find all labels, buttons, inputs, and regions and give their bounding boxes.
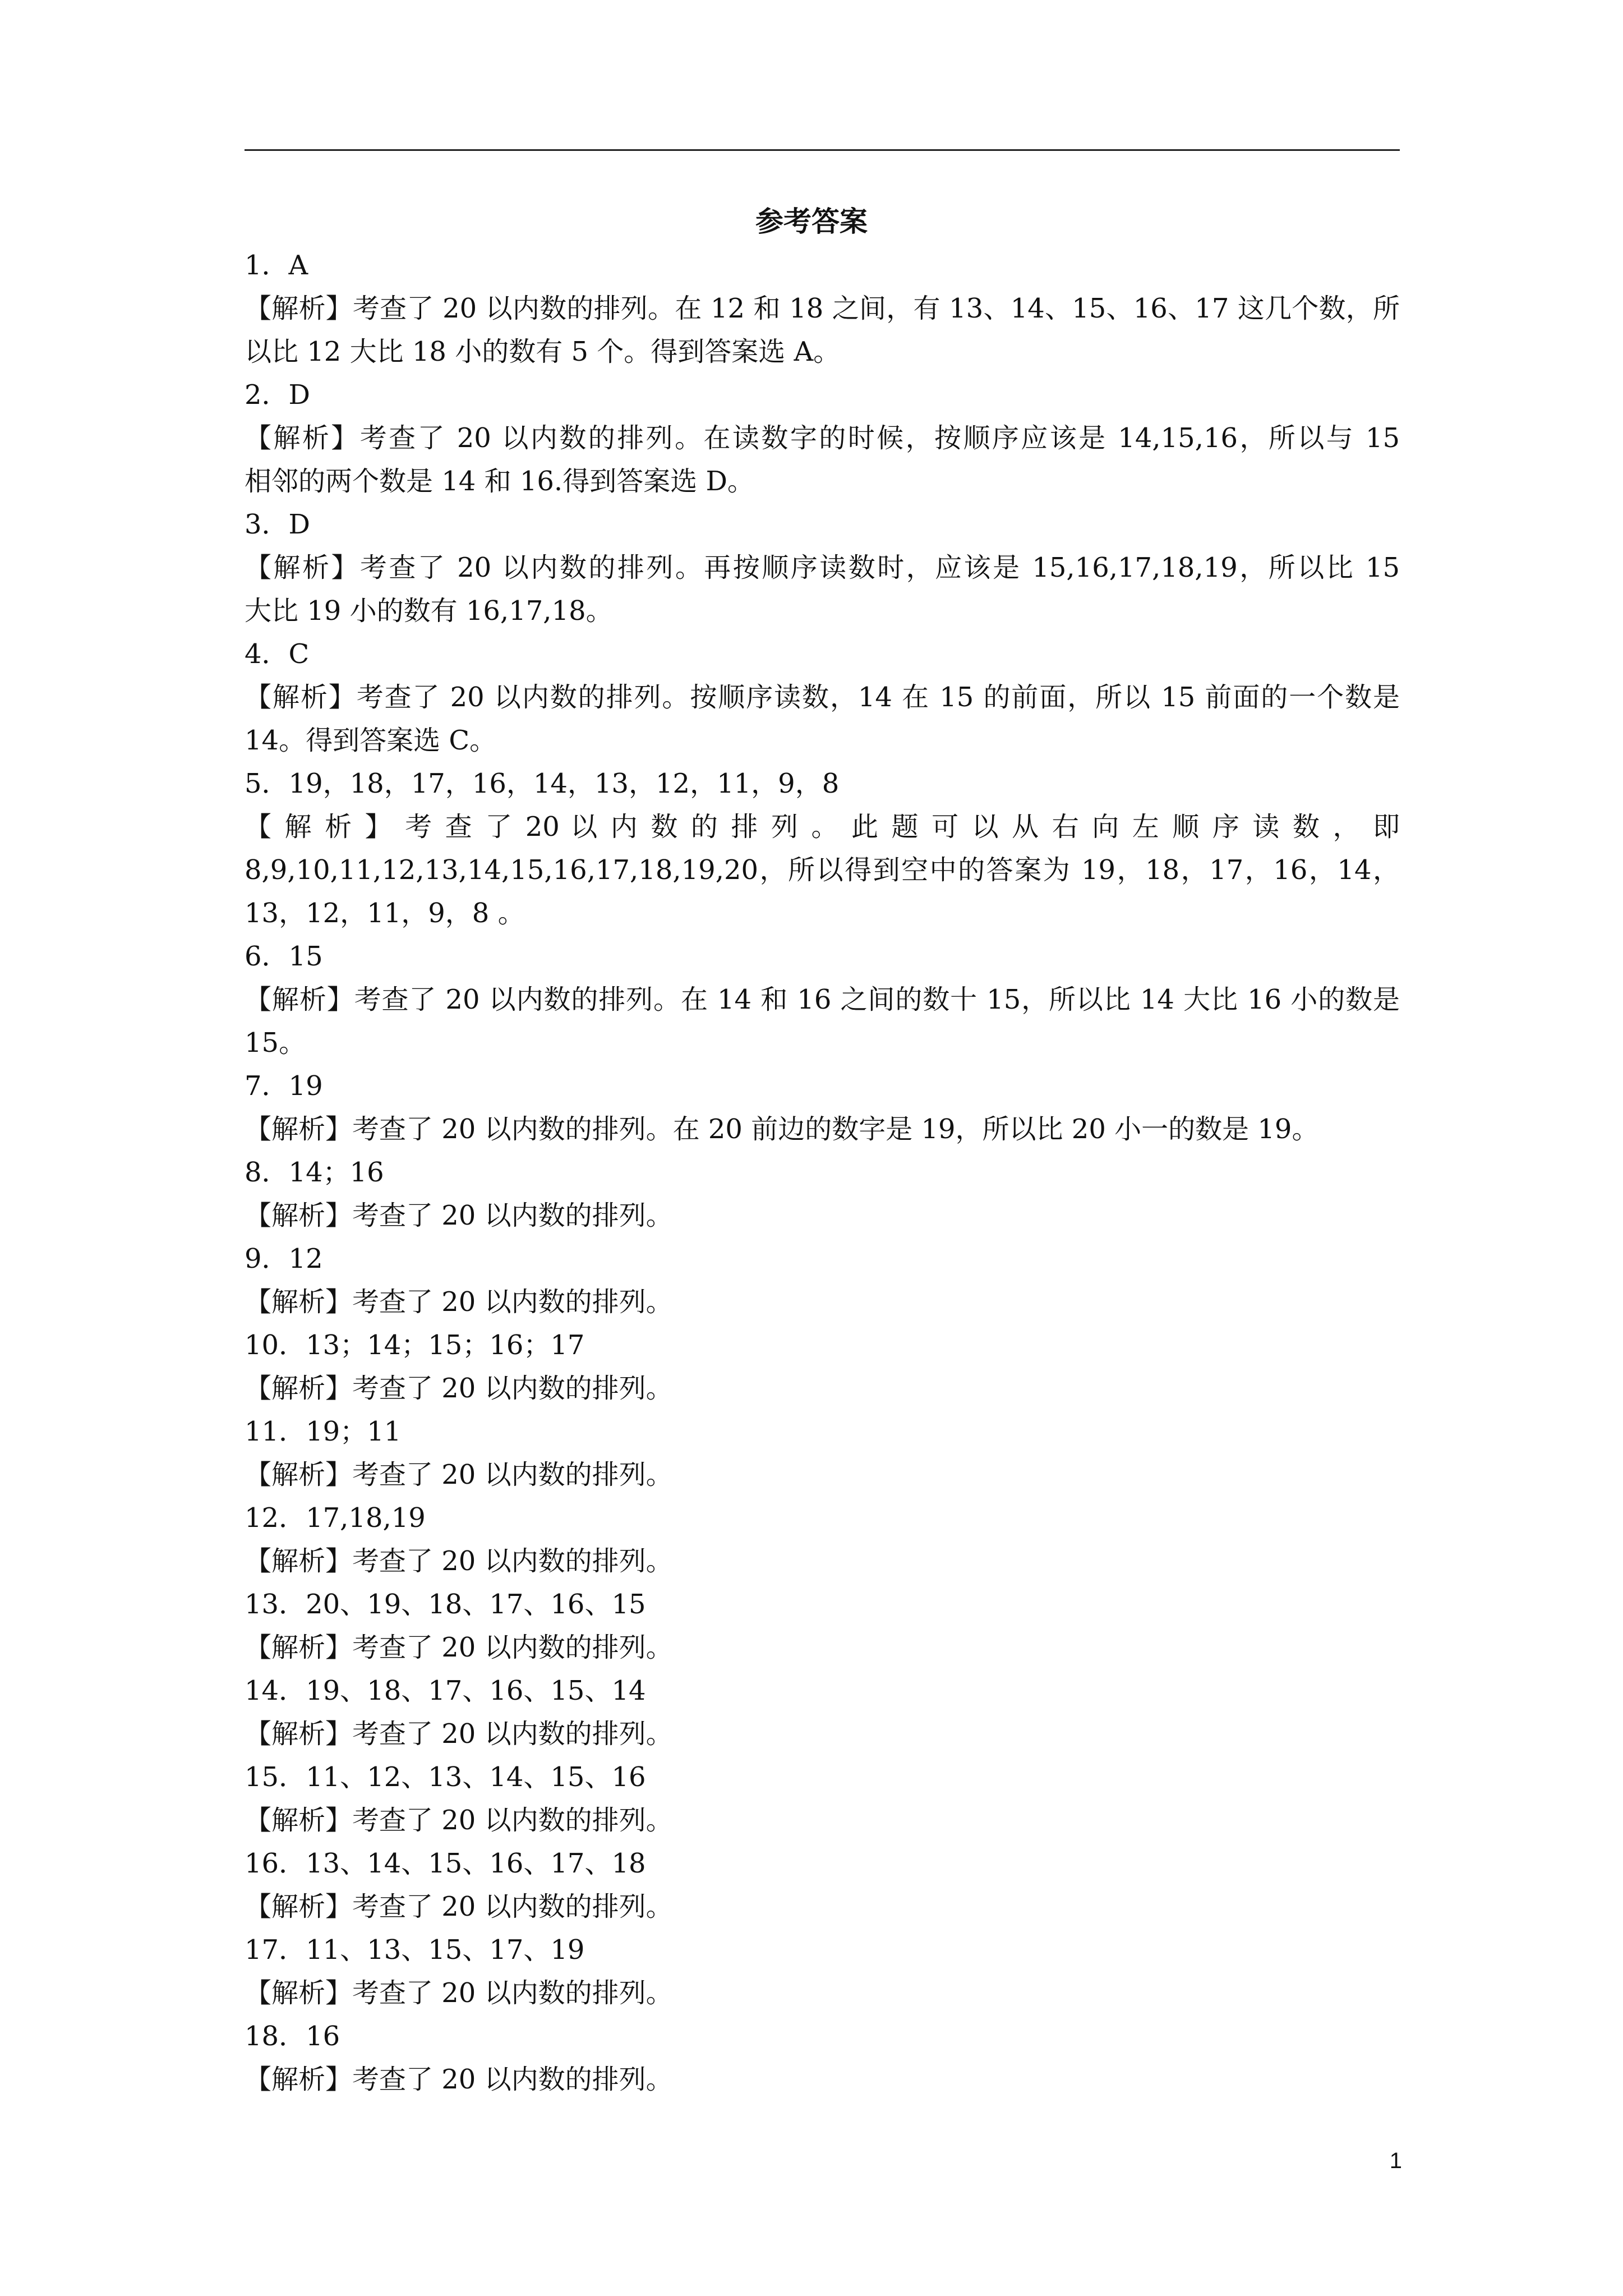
explanation-line: 【 解 析 】 考 查 了 20 以 内 数 的 排 列 。 此 题 可 以 从 右 向 左 顺 序 读 数 ， 即 xyxy=(245,811,1400,843)
explanation-line: 【解析】考查了 20 以内数的排列。 xyxy=(245,1200,673,1231)
answer-line: 16．13、14、15、16、17、18 xyxy=(245,1848,646,1879)
answer-line: 4．C xyxy=(245,638,310,670)
explanation-line: 相邻的两个数是 14 和 16.得到答案选 D。 xyxy=(245,466,754,497)
explanation-line: 【解析】考查了 20 以内数的排列。再按顺序读数时，应该是 15,16,17,18,19，所以比 15 xyxy=(245,552,1400,583)
explanation-line: 13，12，11，9，8 。 xyxy=(245,898,525,929)
explanation-line: 【解析】考查了 20 以内数的排列。 xyxy=(245,1805,673,1836)
explanation-line: 15。 xyxy=(245,1027,306,1059)
explanation-line: 【解析】考查了 20 以内数的排列。在读数字的时候，按顺序应该是 14,15,16，所以与 15 xyxy=(245,422,1400,454)
answer-line: 18．16 xyxy=(245,2021,340,2052)
header-rule xyxy=(245,149,1400,151)
explanation-line: 【解析】考查了 20 以内数的排列。 xyxy=(245,2064,673,2095)
answer-line: 1．A xyxy=(245,250,308,281)
explanation-line: 大比 19 小的数有 16,17,18。 xyxy=(245,595,613,627)
explanation-line: 【解析】考查了 20 以内数的排列。 xyxy=(245,1545,673,1577)
answer-line: 9．12 xyxy=(245,1243,323,1274)
answer-line: 3．D xyxy=(245,509,311,540)
page-title: 参考答案 xyxy=(755,205,868,238)
answer-line: 5．19，18，17，16，14，13，12，11，9，8 xyxy=(245,768,840,799)
explanation-line: 【解析】考查了 20 以内数的排列。 xyxy=(245,1373,673,1404)
explanation-line: 【解析】考查了 20 以内数的排列。按顺序读数，14 在 15 的前面，所以 15 前面的一个数是 xyxy=(245,682,1400,713)
answer-line: 6．15 xyxy=(245,941,323,972)
answer-line: 7．19 xyxy=(245,1070,323,1102)
explanation-line: 【解析】考查了 20 以内数的排列。在 14 和 16 之间的数十 15，所以比 14 大比 16 小的数是 xyxy=(245,984,1400,1015)
answer-line: 11．19；11 xyxy=(245,1416,402,1447)
explanation-line: 【解析】考查了 20 以内数的排列。 xyxy=(245,1632,673,1663)
explanation-line: 【解析】考查了 20 以内数的排列。 xyxy=(245,1286,673,1318)
answer-line: 12．17,18,19 xyxy=(245,1502,426,1534)
explanation-line: 【解析】考查了 20 以内数的排列。 xyxy=(245,1459,673,1490)
answer-line: 14．19、18、17、16、15、14 xyxy=(245,1675,646,1706)
explanation-line: 【解析】考查了 20 以内数的排列。在 20 前边的数字是 19，所以比 20 小一的数是 19。 xyxy=(245,1114,1319,1145)
answer-list xyxy=(245,244,1400,2101)
explanation-line: 【解析】考查了 20 以内数的排列。 xyxy=(245,1977,673,2009)
answer-line: 10．13；14；15；16；17 xyxy=(245,1329,585,1361)
explanation-line: 8,9,10,11,12,13,14,15,16,17,18,19,20，所以得到空中的答案为 19，18，17，16，14， xyxy=(245,854,1400,886)
answer-line: 15．11、12、13、14、15、16 xyxy=(245,1761,646,1793)
explanation-line: 【解析】考查了 20 以内数的排列。 xyxy=(245,1891,673,1922)
explanation-line: 14。得到答案选 C。 xyxy=(245,725,497,756)
explanation-line: 【解析】考查了 20 以内数的排列。在 12 和 18 之间，有 13、14、15、16、17 这几个数，所 xyxy=(245,293,1400,324)
explanation-line: 以比 12 大比 18 小的数有 5 个。得到答案选 A。 xyxy=(245,336,841,367)
answer-line: 8．14；16 xyxy=(245,1157,384,1188)
explanation-line: 【解析】考查了 20 以内数的排列。 xyxy=(245,1718,673,1750)
answer-line: 13．20、19、18、17、16、15 xyxy=(245,1589,646,1620)
answer-line: 2．D xyxy=(245,379,311,411)
answer-line: 17．11、13、15、17、19 xyxy=(245,1934,585,1966)
page-number: 1 xyxy=(1389,2148,1402,2173)
